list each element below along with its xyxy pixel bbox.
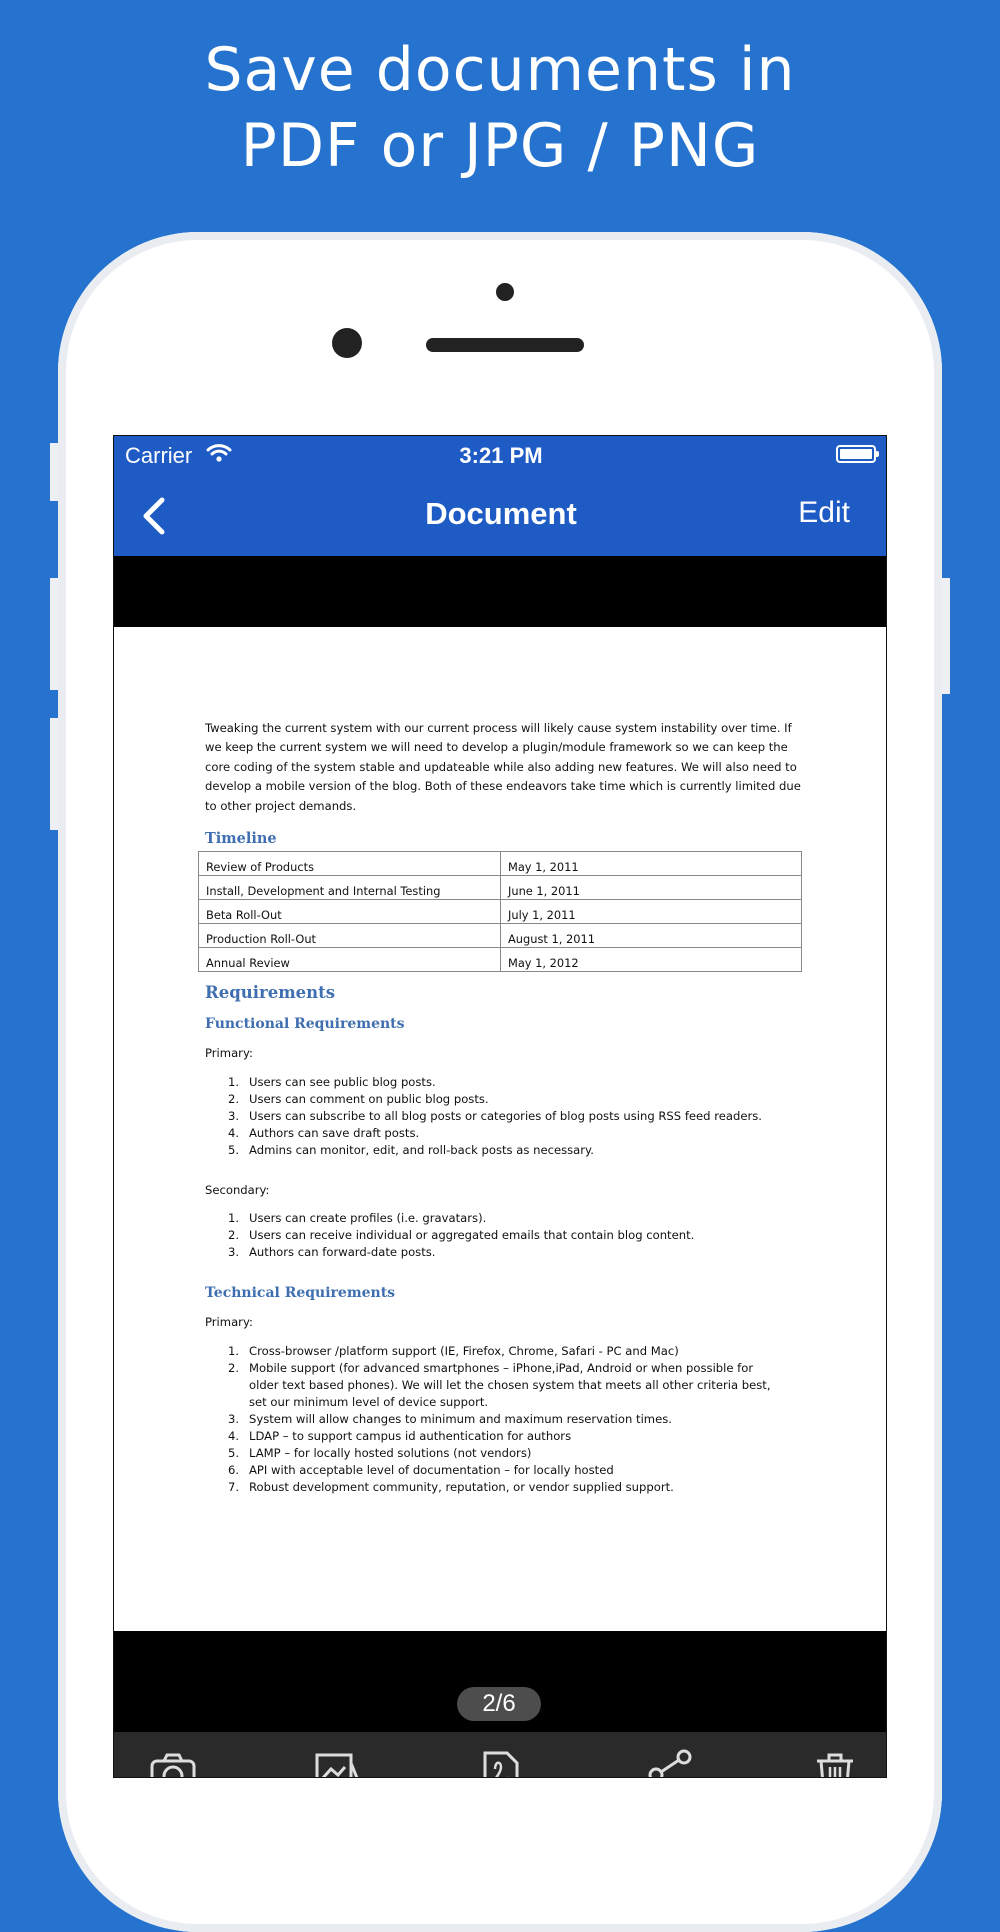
list-item-text: Robust development community, reputation, or vendor supplied support. xyxy=(249,1480,674,1494)
list-item-text: Users can see public blog posts. xyxy=(249,1075,436,1089)
list-number: 2. xyxy=(228,1092,240,1106)
list-item xyxy=(228,1343,786,1360)
list-item-text: Admins can monitor, edit, and roll-back posts as necessary. xyxy=(249,1143,594,1157)
carrier-label: Carrier xyxy=(125,443,193,468)
table-row xyxy=(199,876,802,900)
timeline-task: Production Roll-Out xyxy=(199,924,501,948)
list-item xyxy=(228,1210,694,1227)
list-item-text: Users can subscribe to all blog posts or categories of blog posts using RSS feed readers. xyxy=(249,1109,762,1123)
document-intro: Tweaking the current system with our current process will likely cause system instability over time. If we keep the current system we will need to develop a plugin/module framework so we can keep the core coding of the system stable and updateable while also adding new features. We will also need to develop a mobile version of the blog. Both of these endeavors take time which is currently limited due to other project demands. xyxy=(205,721,801,813)
phone-speaker xyxy=(426,338,584,352)
table-row xyxy=(199,924,802,948)
camera-icon[interactable] xyxy=(149,1749,197,1778)
functional-primary-label: Primary: xyxy=(205,1046,253,1060)
table-row xyxy=(199,948,802,972)
list-item-text: LDAP – to support campus id authentication for authors xyxy=(249,1429,572,1443)
list-item xyxy=(228,1462,786,1479)
technical-primary-label: Primary: xyxy=(205,1315,253,1329)
page-indicator: 2/6 xyxy=(457,1687,541,1721)
share-icon[interactable] xyxy=(646,1749,694,1778)
list-item-text: Users can comment on public blog posts. xyxy=(249,1092,489,1106)
timeline-task: Review of Products xyxy=(199,852,501,876)
list-item xyxy=(228,1244,694,1261)
timeline-heading: Timeline xyxy=(205,830,277,847)
functional-secondary-list xyxy=(228,1210,694,1261)
table-row xyxy=(199,852,802,876)
list-number: 1. xyxy=(228,1075,240,1089)
list-item xyxy=(228,1445,786,1462)
list-item-text: Authors can forward-date posts. xyxy=(249,1245,436,1259)
list-number: 4. xyxy=(228,1429,240,1443)
list-number: 1. xyxy=(228,1211,240,1225)
pdf-file-icon[interactable] xyxy=(477,1749,525,1778)
functional-requirements-heading: Functional Requirements xyxy=(205,1016,405,1032)
timeline-table xyxy=(198,851,802,972)
list-item xyxy=(228,1074,762,1091)
trash-icon[interactable] xyxy=(811,1749,859,1778)
status-bar xyxy=(114,436,887,476)
status-time: 3:21 PM xyxy=(459,443,543,468)
timeline-task: Annual Review xyxy=(199,948,501,972)
list-item xyxy=(228,1479,786,1496)
table-row xyxy=(199,900,802,924)
phone-sensor xyxy=(496,283,514,301)
battery-icon xyxy=(836,445,876,463)
list-item-text: Users can create profiles (i.e. gravatars). xyxy=(249,1211,487,1225)
list-number: 2. xyxy=(228,1228,240,1242)
page-title: Document xyxy=(425,496,577,531)
timeline-date: May 1, 2011 xyxy=(501,852,802,876)
technical-requirements-heading: Technical Requirements xyxy=(205,1285,396,1301)
bottom-toolbar xyxy=(114,1732,887,1778)
timeline-date: May 1, 2012 xyxy=(501,948,802,972)
list-item xyxy=(228,1108,762,1125)
list-number: 2. xyxy=(228,1361,240,1375)
list-item xyxy=(228,1360,786,1411)
list-item xyxy=(228,1125,762,1142)
list-item xyxy=(228,1428,786,1445)
list-number: 5. xyxy=(228,1143,240,1157)
list-number: 3. xyxy=(228,1109,240,1123)
functional-primary-list xyxy=(228,1074,762,1159)
requirements-heading: Requirements xyxy=(205,983,336,1002)
nav-bar xyxy=(114,476,887,556)
list-number: 6. xyxy=(228,1463,240,1477)
edit-button[interactable]: Edit xyxy=(798,496,850,529)
list-item-text: Users can receive individual or aggregated emails that contain blog content. xyxy=(249,1228,695,1242)
gallery-icon[interactable] xyxy=(314,1749,362,1778)
promo-headline xyxy=(0,32,1000,184)
technical-primary-list xyxy=(228,1343,786,1496)
timeline-task: Beta Roll-Out xyxy=(199,900,501,924)
list-item xyxy=(228,1091,762,1108)
list-item-text: API with acceptable level of documentation – for locally hosted xyxy=(249,1463,614,1477)
list-item xyxy=(228,1411,786,1428)
list-item xyxy=(228,1227,694,1244)
list-item-text: Mobile support (for advanced smartphones – iPhone,iPad, Android or when possible for older text based phones). We will let the chosen system that meets all other criteria best, set our minimum level of device support. xyxy=(249,1361,771,1409)
functional-secondary-label: Secondary: xyxy=(205,1183,270,1197)
list-number: 3. xyxy=(228,1245,240,1259)
list-item-text: Cross-browser /platform support (IE, Firefox, Chrome, Safari - PC and Mac) xyxy=(249,1344,679,1358)
list-number: 3. xyxy=(228,1412,240,1426)
list-number: 1. xyxy=(228,1344,240,1358)
phone-front-camera xyxy=(332,328,362,358)
list-item-text: LAMP – for locally hosted solutions (not vendors) xyxy=(249,1446,532,1460)
list-number: 7. xyxy=(228,1480,240,1494)
timeline-date: August 1, 2011 xyxy=(501,924,802,948)
timeline-date: June 1, 2011 xyxy=(501,876,802,900)
promo-headline-line-2: PDF or JPG / PNG xyxy=(240,111,760,181)
phone-screen xyxy=(113,435,887,1778)
list-item xyxy=(228,1142,762,1159)
promo-headline-line-1: Save documents in xyxy=(204,35,796,105)
timeline-task: Install, Development and Internal Testing xyxy=(199,876,501,900)
list-item-text: System will allow changes to minimum and maximum reservation times. xyxy=(249,1412,672,1426)
timeline-date: July 1, 2011 xyxy=(501,900,802,924)
list-number: 4. xyxy=(228,1126,240,1140)
document-page[interactable] xyxy=(114,627,887,1631)
list-item-text: Authors can save draft posts. xyxy=(249,1126,420,1140)
list-number: 5. xyxy=(228,1446,240,1460)
